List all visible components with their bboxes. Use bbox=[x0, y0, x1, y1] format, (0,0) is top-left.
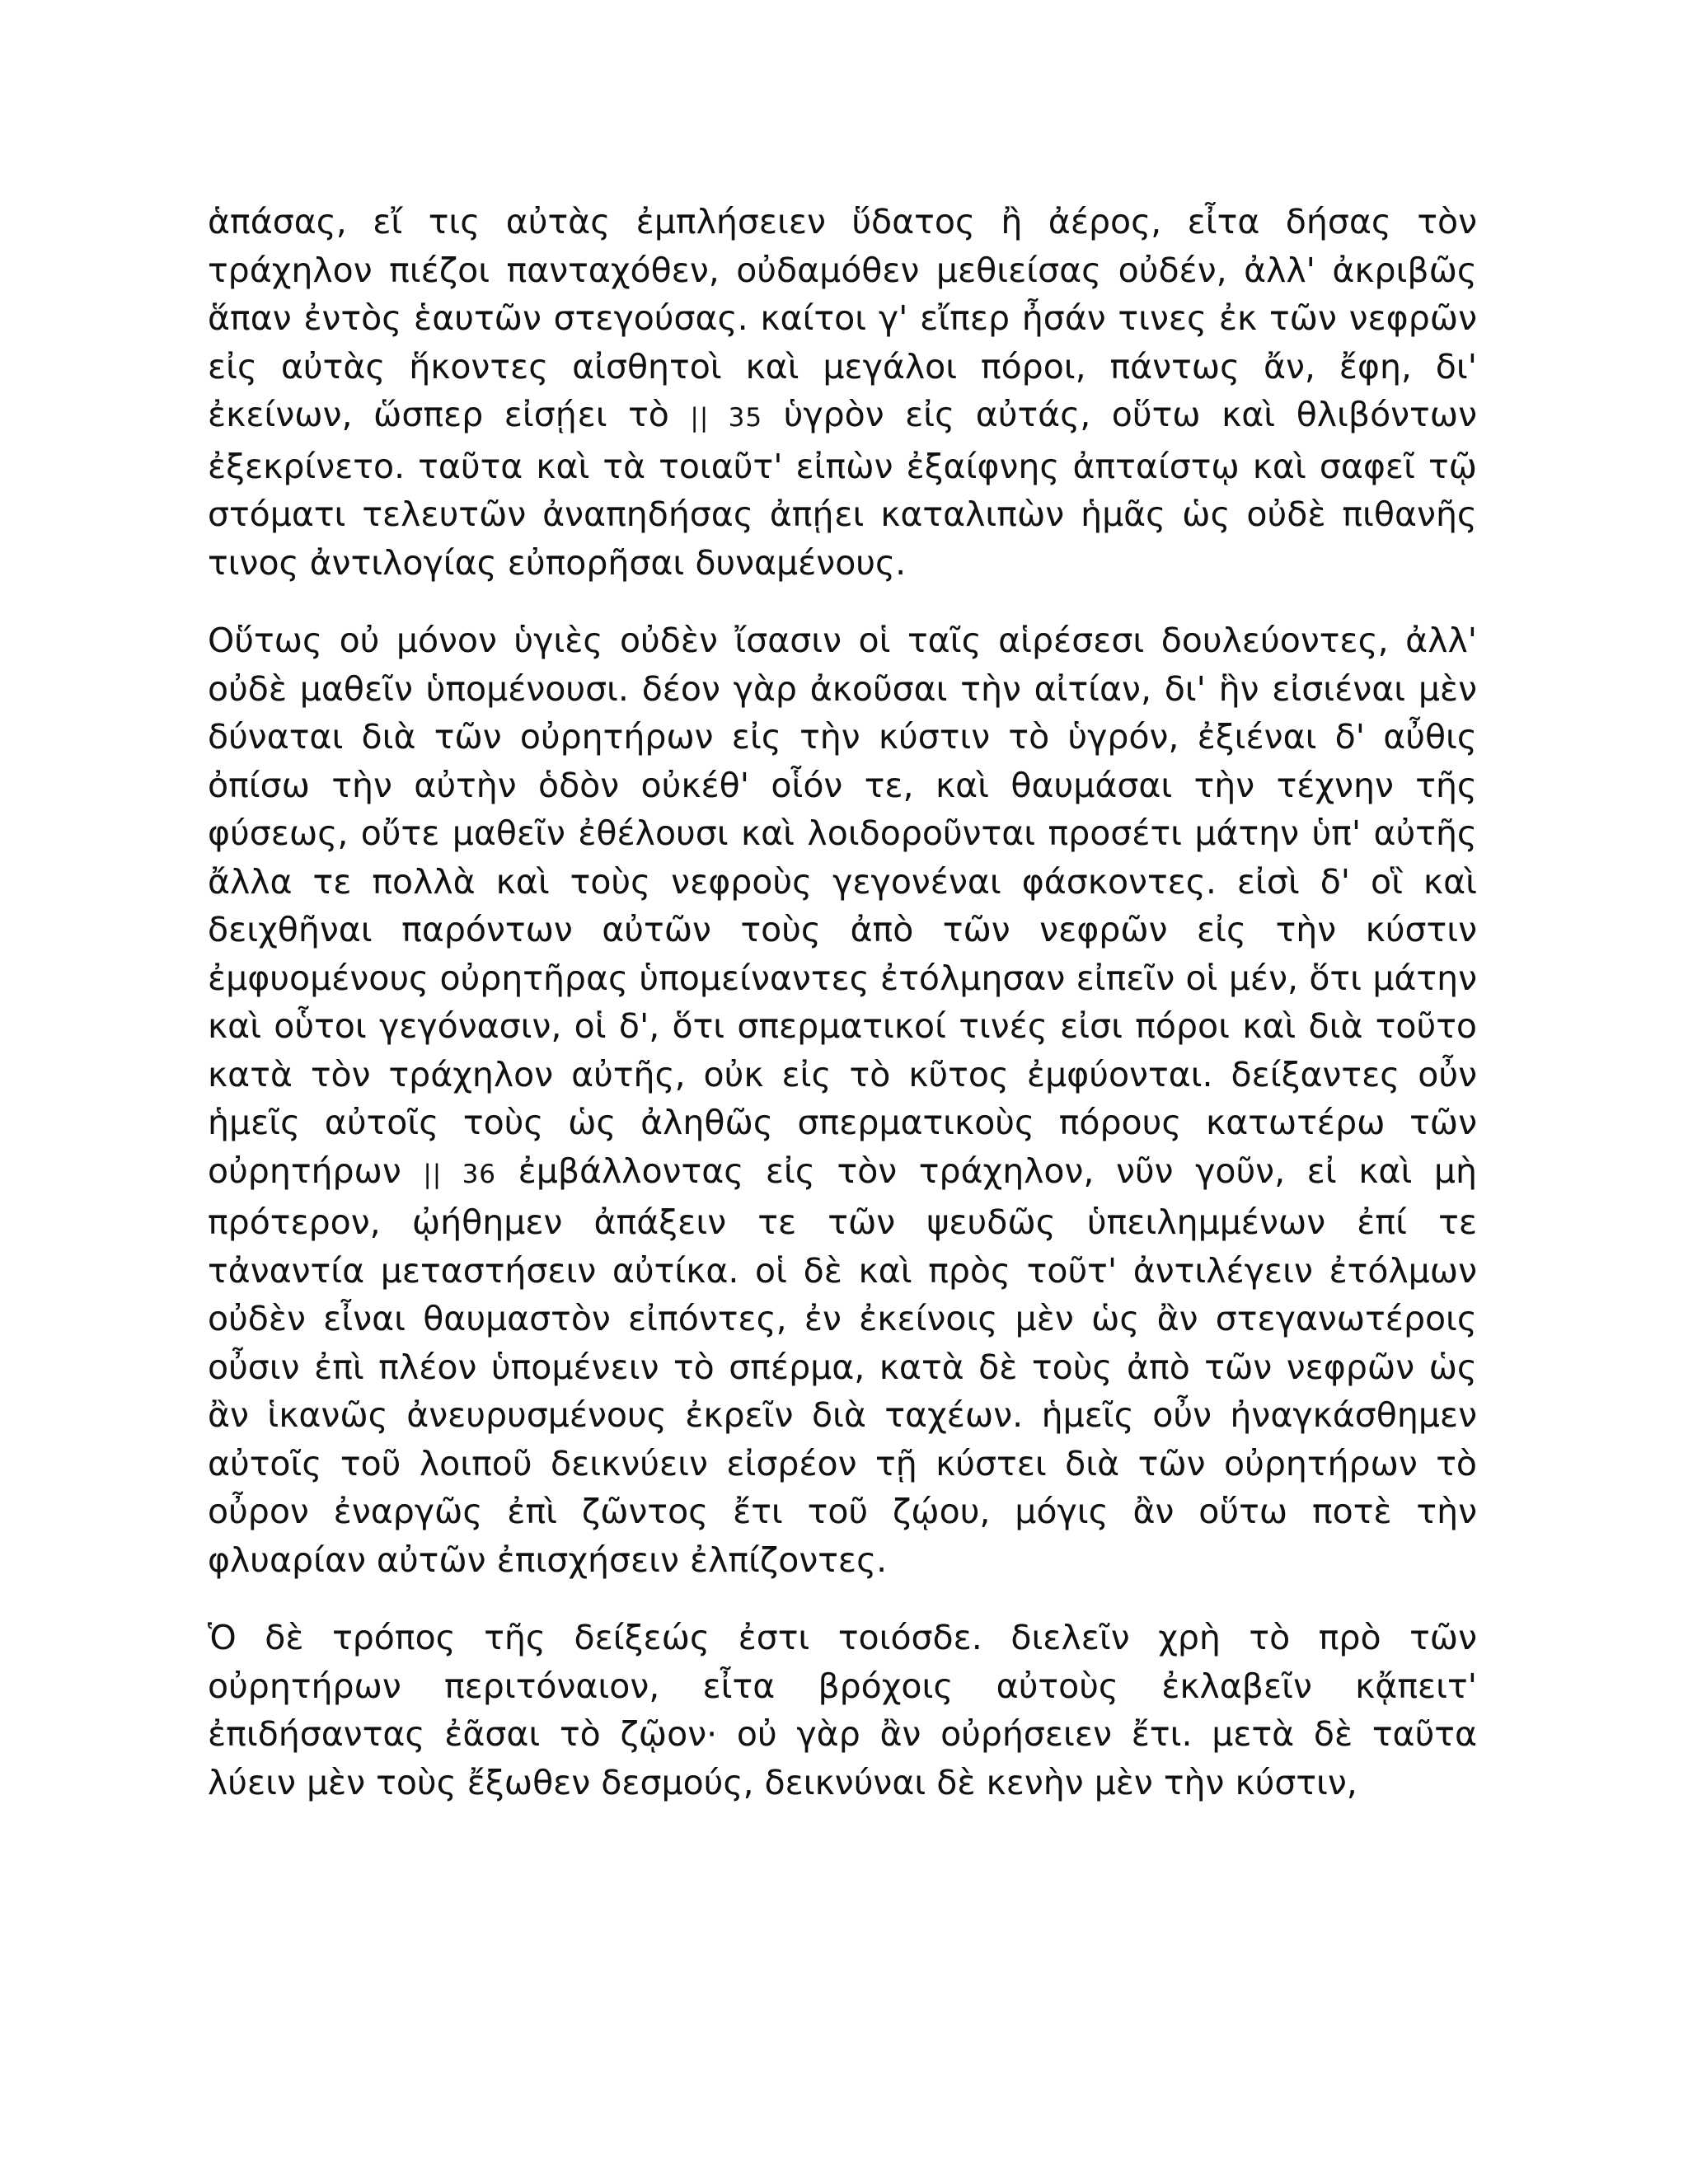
paragraph-2-text-b: ἐμβάλλοντας εἰς τὸν τράχηλον, νῦν γοῦν, εἰ καὶ μὴ πρότερον, ᾠήθημεν ἀπάξειν τε τῶν ψευδῶς ὑπειλημμένων ἐπί τε τἀναντία μεταστήσειν αὐτίκα. οἱ δὲ καὶ πρὸς τοῦτ' ἀντιλέγειν ἐτόλμων οὐδὲν εἶναι θαυμαστὸν εἰπόντες, ἐν ἐκείνοις μὲν ὡς ἂν στεγανωτέροις οὖσιν ἐπὶ πλέον ὑπομένειν τὸ σπέρμα, κατὰ δὲ τοὺς ἀπὸ τῶν νεφρῶν ὡς ἂν ἱκανῶς ἀνευρυσμένους ἐκρεῖν διὰ ταχέων. ἡμεῖς οὖν ἠναγκάσθημεν αὐτοῖς τοῦ λοιποῦ δεικνύειν εἰσρέον τῇ κύστει διὰ τῶν οὐρητήρων τὸ οὖρον ἐναργῶς ἐπὶ ζῶντος ἔτι τοῦ ζῴου, μόγις ἂν οὕτω ποτὲ τὴν φλυαρίαν αὐτῶν ἐπισχήσειν ἐλπίζοντες. bbox=[208, 1151, 1477, 1580]
paragraph-1 bbox=[208, 198, 1477, 587]
paragraph-1-text-a: ἁπάσας, εἴ τις αὐτὰς ἐμπλήσειεν ὕδατος ἢ ἀέρος, εἶτα δήσας τὸν τράχηλον πιέζοι πανταχόθεν, οὐδαμόθεν μεθιείσας οὐδέν, ἀλλ' ἀκριβῶς ἅπαν ἐντὸς ἑαυτῶν στεγούσας. καίτοι γ' εἴπερ ἦσάν τινες ἐκ τῶν νεφρῶν εἰς αὐτὰς ἥκοντες αἰσθητοὶ καὶ μεγάλοι πόροι, πάντως ἄν, ἔφη, δι' ἐκείνων, ὥσπερ εἰσῄει τὸ bbox=[208, 202, 1477, 434]
page-marker-36: || 36 bbox=[423, 1159, 497, 1189]
paragraph-1-text-b: ὑγρὸν εἰς αὐτάς, οὕτω καὶ θλιβόντων ἐξεκρίνετο. ταῦτα καὶ τὰ τοιαῦτ' εἰπὼν ἐξαίφνης ἀπταίστῳ καὶ σαφεῖ τῷ στόματι τελευτῶν ἀναπηδήσας ἀπῄει καταλιπὼν ἡμᾶς ὡς οὐδὲ πιθανῆς τινος ἀντιλογίας εὐπορῆσαι δυναμένους. bbox=[208, 395, 1477, 583]
paragraph-2-text-a: Οὕτως οὐ μόνον ὑγιὲς οὐδὲν ἴσασιν οἱ ταῖς αἱρέσεσι δουλεύοντες, ἀλλ' οὐδὲ μαθεῖν ὑπομένουσι. δέον γὰρ ἀκοῦσαι τὴν αἰτίαν, δι' ἣν εἰσιέναι μὲν δύναται διὰ τῶν οὐρητήρων εἰς τὴν κύστιν τὸ ὑγρόν, ἐξιέναι δ' αὖθις ὀπίσω τὴν αὐτὴν ὁδὸν οὐκέθ' οἷόν τε, καὶ θαυμάσαι τὴν τέχνην τῆς φύσεως, οὔτε μαθεῖν ἐθέλουσι καὶ λοιδοροῦνται προσέτι μάτην ὑπ' αὐτῆς ἄλλα τε πολλὰ καὶ τοὺς νεφροὺς γεγονέναι φάσκοντες. εἰσὶ δ' οἳ καὶ δειχθῆναι παρόντων αὐτῶν τοὺς ἀπὸ τῶν νεφρῶν εἰς τὴν κύστιν ἐμφυομένους οὐρητῆρας ὑπομείναντες ἐτόλμησαν εἰπεῖν οἱ μέν, ὅτι μάτην καὶ οὗτοι γεγόνασιν, οἱ δ', ὅτι σπερματικοί τινές εἰσι πόροι καὶ διὰ τοῦτο κατὰ τὸν τράχηλον αὐτῆς, οὐκ εἰς τὸ κῦτος ἐμφύονται. δείξαντες οὖν ἡμεῖς αὐτοῖς τοὺς ὡς ἀληθῶς σπερματικοὺς πόρους κατωτέρω τῶν οὐρητήρων bbox=[208, 621, 1477, 1191]
paragraph-3 bbox=[208, 1614, 1477, 1807]
document-page bbox=[208, 198, 1477, 1807]
paragraph-2 bbox=[208, 616, 1477, 1584]
paragraph-3-text: Ὁ δὲ τρόπος τῆς δείξεώς ἐστι τοιόσδε. διελεῖν χρὴ τὸ πρὸ τῶν οὐρητήρων περιτόναιον, εἶτα βρόχοις αὐτοὺς ἐκλαβεῖν κᾄπειτ' ἐπιδήσαντας ἐᾶσαι τὸ ζῷον· οὐ γὰρ ἂν οὐρήσειεν ἔτι. μετὰ δὲ ταῦτα λύειν μὲν τοὺς ἔξωθεν δεσμούς, δεικνύναι δὲ κενὴν μὲν τὴν κύστιν, bbox=[208, 1618, 1477, 1802]
page-marker-35: || 35 bbox=[690, 403, 763, 433]
